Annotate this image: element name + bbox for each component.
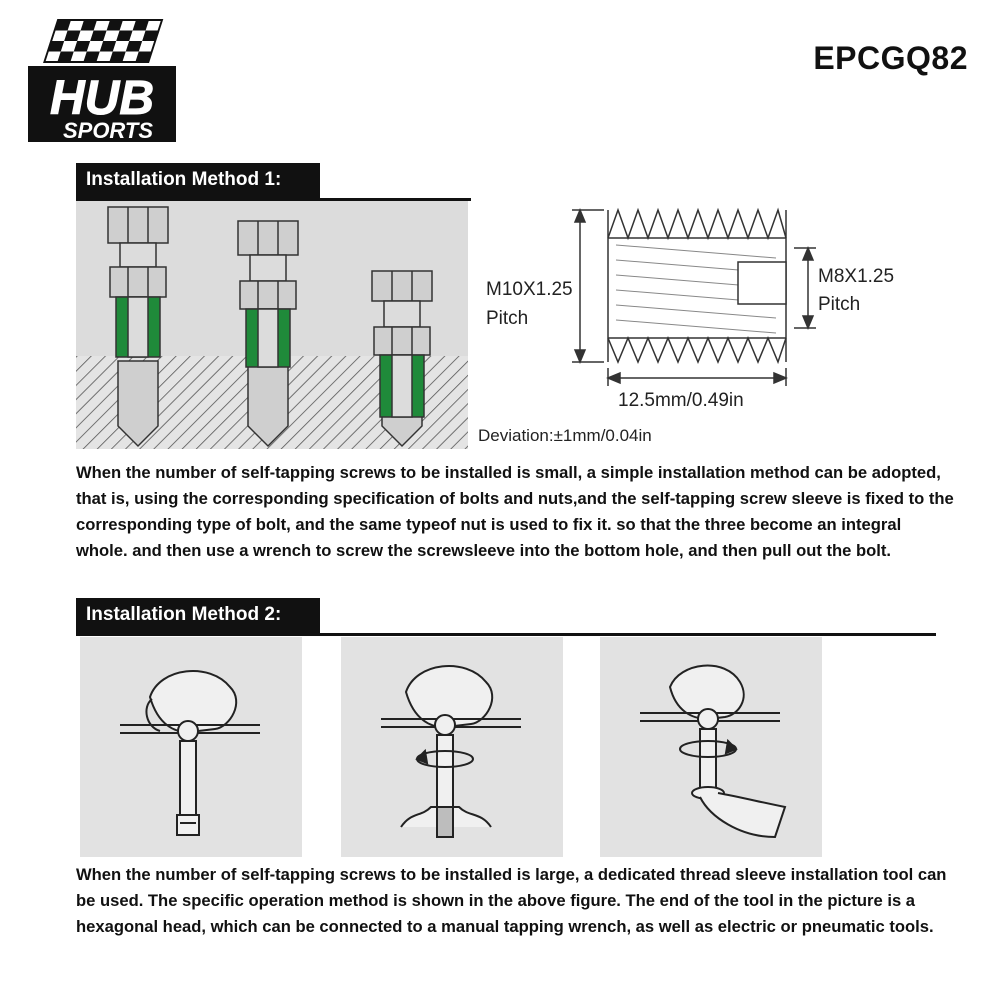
- method-2-step-3-illustration: [600, 637, 822, 857]
- inner-thread-label: M8X1.25: [818, 266, 895, 287]
- outer-thread-label: M10X1.25: [486, 279, 573, 300]
- checkered-flag-icon: [44, 20, 162, 62]
- bolt-assembly-2: [238, 221, 298, 367]
- hub-sports-logo: [28, 14, 178, 142]
- length-label: 12.5mm/0.49in: [618, 390, 744, 411]
- logo-text-hub: HUB: [50, 72, 154, 125]
- method-2-step-2-illustration: [341, 637, 563, 857]
- method-1-heading: Installation Method 1:: [76, 163, 320, 199]
- method-1-description: When the number of self-tapping screws to be installed is small, a simple installation method can be adopted, that is, using the corresponding specification of bolts and nuts,and the self-tapping screw sleeve is fixed to the corresponding type of bolt, and the same typeof nut is used to fix it. so that the three become an integral whole. and then use a wrench to screw the screwsleeve into the bottom hole, and then pull out the bolt.: [76, 463, 954, 560]
- deviation-label: Deviation:±1mm/0.04in: [478, 426, 652, 445]
- logo-text-sports: SPORTS: [62, 118, 154, 142]
- method-2-description: When the number of self-tapping screws to be installed is large, a dedicated thread sleeve installation tool can be used. The specific operation method is shown in the above figure. The end of the tool in the picture is a hexagonal head, which can be connected to a manual tapping wrench, as well as electric or pneumatic tools.: [76, 865, 947, 936]
- hand-icon: [700, 793, 785, 837]
- thread-sleeve-diagram: [608, 210, 786, 362]
- outer-pitch-label: Pitch: [486, 308, 529, 329]
- method-2-heading: Installation Method 2:: [76, 598, 320, 634]
- thread-sleeve-spec-drawing: [476, 200, 946, 452]
- method-1-installation-illustration: [76, 201, 468, 449]
- bolt-assembly-3: [372, 271, 432, 417]
- method-2-divider: [76, 633, 936, 636]
- inner-pitch-label: Pitch: [818, 294, 861, 315]
- product-code: EPCGQ82: [813, 40, 968, 76]
- method-2-step-1-illustration: [80, 637, 302, 857]
- bolt-assembly-1: [108, 207, 168, 357]
